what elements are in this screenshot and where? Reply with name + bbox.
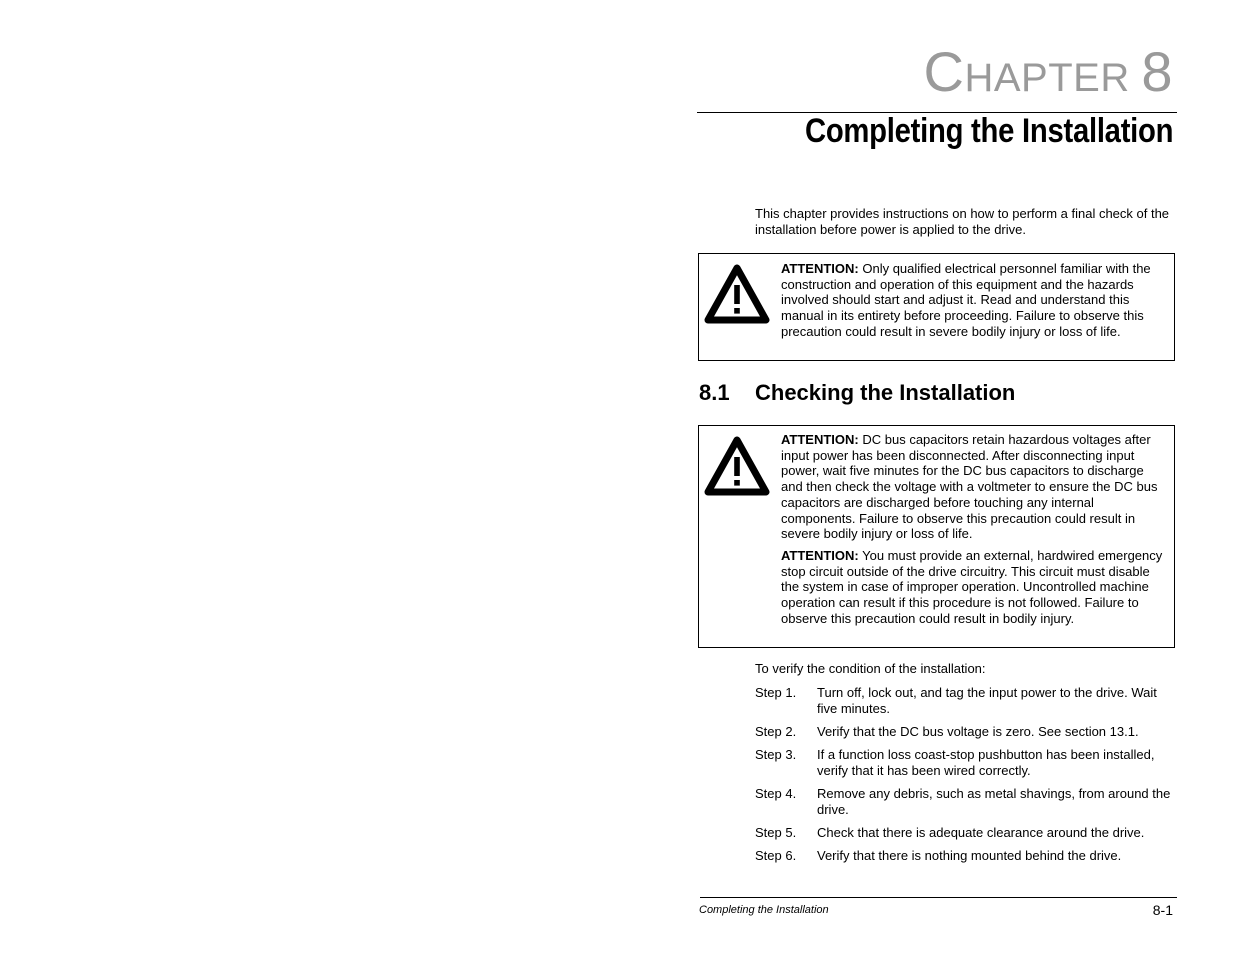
chapter-label-initial: C — [923, 40, 965, 103]
chapter-label-rest: HAPTER — [964, 56, 1130, 100]
step-number: Step 2. — [755, 724, 797, 739]
attention-text — [781, 432, 1167, 542]
step-number: Step 3. — [755, 747, 797, 762]
step-text: If a function loss coast-stop pushbutton has been installed, verify that it has been wired correctly. — [817, 747, 1155, 778]
attention-body: DC bus capacitors retain hazardous voltages after input power has been disconnected. After disconnecting input power, wait five minutes for the DC bus capacitors to discharge and then check the voltage with a voltmeter to ensure the DC bus capacitors are discharged before touching any internal components. Failure to observe this precaution could result in severe bodily injury or loss of life. — [781, 432, 1158, 542]
attention-text — [781, 261, 1167, 340]
attention-text — [781, 548, 1167, 627]
step-text: Verify that there is nothing mounted behind the drive. — [817, 848, 1122, 863]
step-text: Check that there is adequate clearance around the drive. — [817, 825, 1145, 840]
section-heading — [699, 380, 1015, 406]
step-item — [755, 825, 1177, 841]
attention-lead: ATTENTION: — [781, 432, 859, 447]
intro-paragraph: This chapter provides instructions on how to perform a final check of the installation before power is applied to the drive. — [755, 206, 1170, 237]
step-number: Step 1. — [755, 685, 797, 700]
step-text: Verify that the DC bus voltage is zero. See section 13.1. — [817, 724, 1139, 739]
attention-body: Only qualified electrical personnel familiar with the construction and operation of this equipment and the hazards involved should start and adjust it. Read and understand this manual in its entirety before proceeding. Failure to observe this precaution could result in severe bodily injury or loss of life. — [781, 261, 1151, 339]
section-number: 8.1 — [699, 380, 730, 405]
step-number: Step 5. — [755, 825, 797, 840]
steps-list — [755, 685, 1177, 871]
section-title: Checking the Installation — [755, 380, 1016, 405]
step-number: Step 4. — [755, 786, 797, 801]
step-number: Step 6. — [755, 848, 797, 863]
step-text: Turn off, lock out, and tag the input power to the drive. Wait five minutes. — [817, 685, 1157, 716]
warning-triangle-icon — [704, 435, 770, 497]
footer-title: Completing the Installation — [699, 904, 829, 916]
step-item — [755, 848, 1177, 864]
step-item — [755, 685, 1177, 717]
attention-body: You must provide an external, hardwired emergency stop circuit outside of the drive circuitry. This circuit must disable the system in case of improper operation. Uncontrolled machine operation can result if this procedure is not followed. Failure to observe this precaution could result in bodily injury. — [781, 548, 1163, 626]
step-item — [755, 786, 1177, 818]
attention-lead: ATTENTION: — [781, 261, 859, 276]
step-item — [755, 724, 1177, 740]
warning-triangle-icon — [704, 263, 770, 325]
page-number: 8-1 — [1152, 902, 1173, 918]
verify-intro: To verify the condition of the installation: — [755, 661, 986, 676]
step-text: Remove any debris, such as metal shavings, from around the drive. — [817, 786, 1171, 817]
chapter-label — [923, 40, 1173, 103]
step-item — [755, 747, 1177, 779]
attention-lead: ATTENTION: — [781, 548, 859, 563]
attention-box-dc-bus — [698, 425, 1175, 648]
footer-rule — [700, 897, 1177, 898]
chapter-number: 8 — [1141, 40, 1173, 103]
attention-box-qualified-personnel — [698, 253, 1175, 361]
chapter-title: Completing the Installation — [804, 112, 1173, 150]
